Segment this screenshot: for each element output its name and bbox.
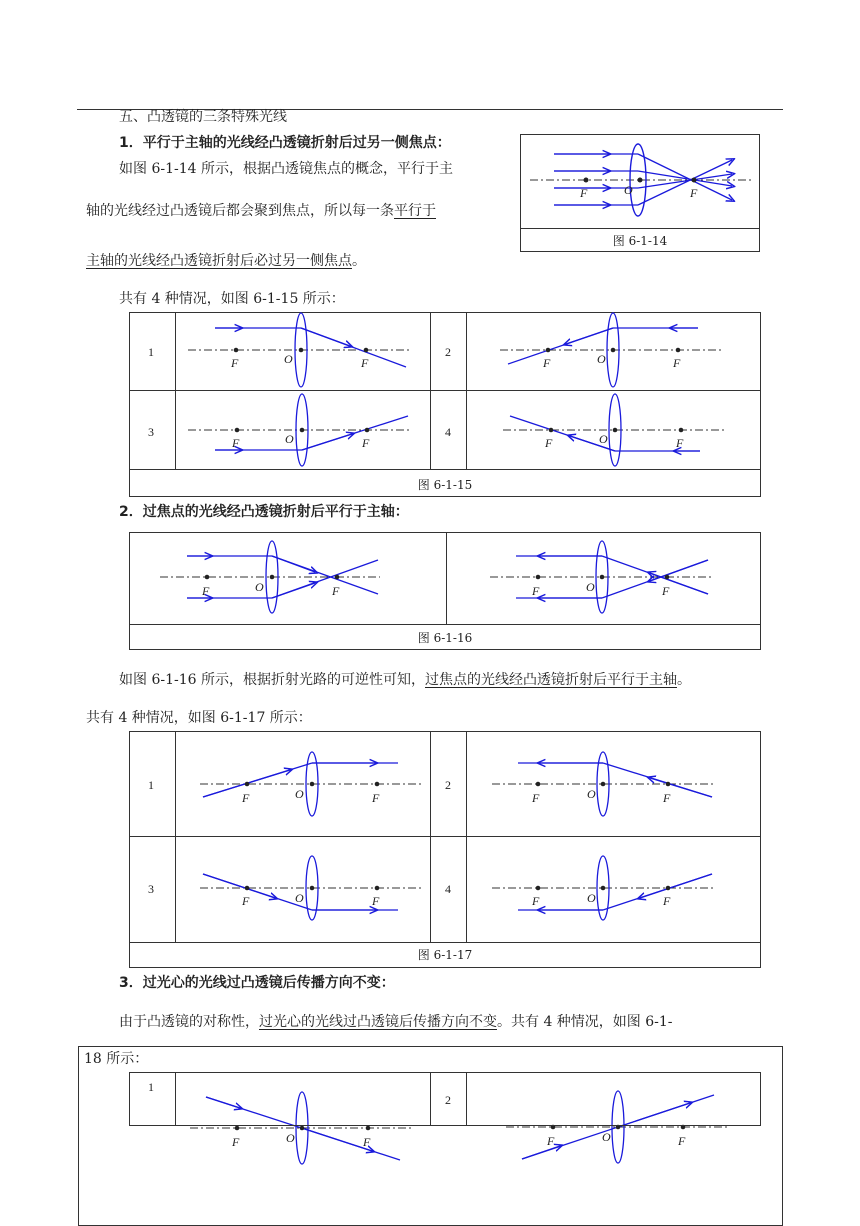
point-label: F xyxy=(676,436,684,450)
point-label: F xyxy=(242,894,250,908)
grid-line xyxy=(466,1072,467,1126)
point-label: F xyxy=(543,356,551,370)
point-label: F xyxy=(242,791,250,805)
point-label: F xyxy=(547,1134,555,1148)
rule2-count: 共有 4 种情况，如图 6-1-17 所示： xyxy=(86,710,312,726)
case-number: 2 xyxy=(445,345,451,359)
point-label: O xyxy=(602,1130,611,1144)
grid-line xyxy=(129,836,761,837)
point-label: O xyxy=(295,787,304,801)
grid-line xyxy=(175,1072,176,1126)
rule3-para-cont: 18 所示： xyxy=(84,1051,149,1067)
rule1-emphasis-a: 平行于 xyxy=(394,203,436,219)
figure-6-1-15-caption: 图 6-1-15 xyxy=(417,478,473,492)
rule3-emphasis: 过光心的光线过凸透镜后传播方向不变 xyxy=(259,1014,497,1030)
f-label: F xyxy=(580,186,588,200)
point-label: F xyxy=(232,1135,240,1149)
rule3-title: 3．过光心的光线过凸透镜后传播方向不变： xyxy=(119,975,395,991)
rule1-para-end: 。 xyxy=(352,253,366,269)
point-label: F xyxy=(662,584,670,598)
case-number: 2 xyxy=(445,1093,451,1107)
rule2-para-end: 。 xyxy=(677,672,691,688)
rule2-title: 2．过焦点的光线经凸透镜折射后平行于主轴： xyxy=(119,504,409,520)
figure-6-1-14-caption: 图 6-1-14 xyxy=(612,234,668,248)
grid-line xyxy=(430,1072,431,1126)
point-label: F xyxy=(532,584,540,598)
point-label: O xyxy=(286,1131,295,1145)
figure-6-1-16-caption: 图 6-1-16 xyxy=(417,631,473,645)
point-label: O xyxy=(255,580,264,594)
point-label: O xyxy=(587,787,596,801)
rule2-emphasis: 过焦点的光线经凸透镜折射后平行于主轴 xyxy=(425,672,677,688)
point-label: F xyxy=(372,791,380,805)
grid-line xyxy=(446,532,447,624)
point-label: O xyxy=(284,352,293,366)
rule2-para xyxy=(119,671,691,689)
case-number: 1 xyxy=(148,1080,154,1094)
f-label: F xyxy=(690,186,698,200)
point-label: F xyxy=(532,791,540,805)
point-label: O xyxy=(285,432,294,446)
rule1-emphasis-b: 主轴的光线经凸透镜折射后必过另一侧焦点 xyxy=(86,253,352,269)
point-label: F xyxy=(372,894,380,908)
point-label: F xyxy=(545,436,553,450)
case-number: 4 xyxy=(445,882,451,896)
case-number: 3 xyxy=(148,882,154,896)
rule1-count: 共有 4 种情况，如图 6-1-15 所示： xyxy=(119,291,345,307)
rule3-para-end: 。共有 4 种情况，如图 6-1- xyxy=(497,1014,673,1030)
case-number: 1 xyxy=(148,778,154,792)
point-label: F xyxy=(532,894,540,908)
point-label: O xyxy=(295,891,304,905)
point-label: F xyxy=(232,436,240,450)
rule2-para-text: 如图 6-1-16 所示，根据折射光路的可逆性可知， xyxy=(119,672,425,688)
rule3-para xyxy=(119,1013,673,1031)
point-label: F xyxy=(202,584,210,598)
figure-6-1-18-table xyxy=(129,1072,761,1126)
rule3-para-text: 由于凸透镜的对称性， xyxy=(119,1014,259,1030)
grid-line xyxy=(129,942,761,943)
rule1-para-line2-text: 轴的光线经过凸透镜后都会聚到焦点，所以每一条 xyxy=(86,203,394,219)
grid-line xyxy=(129,624,761,625)
case-number: 1 xyxy=(148,345,154,359)
point-label: F xyxy=(362,436,370,450)
point-label: F xyxy=(663,791,671,805)
point-label: F xyxy=(231,356,239,370)
point-label: O xyxy=(586,580,595,594)
point-label: F xyxy=(332,584,340,598)
case-number: 4 xyxy=(445,425,451,439)
point-label: F xyxy=(663,894,671,908)
point-label: F xyxy=(363,1135,371,1149)
point-label: O xyxy=(599,432,608,446)
point-label: F xyxy=(678,1134,686,1148)
point-label: O xyxy=(587,891,596,905)
case-number: 3 xyxy=(148,425,154,439)
rule1-para-line1: 如图 6-1-14 所示，根据凸透镜焦点的概念，平行于主 xyxy=(119,161,453,177)
rule1-title: 1．平行于主轴的光线经凸透镜折射后过另一侧焦点： xyxy=(119,135,451,151)
o-label: O xyxy=(624,183,633,197)
point-label: F xyxy=(361,356,369,370)
case-number: 2 xyxy=(445,778,451,792)
point-label: O xyxy=(597,352,606,366)
point-label: F xyxy=(673,356,681,370)
section-heading: 五、凸透镜的三条特殊光线 xyxy=(119,109,287,125)
figure-6-1-17-caption: 图 6-1-17 xyxy=(417,948,473,962)
figure-6-1-17 xyxy=(129,731,761,968)
